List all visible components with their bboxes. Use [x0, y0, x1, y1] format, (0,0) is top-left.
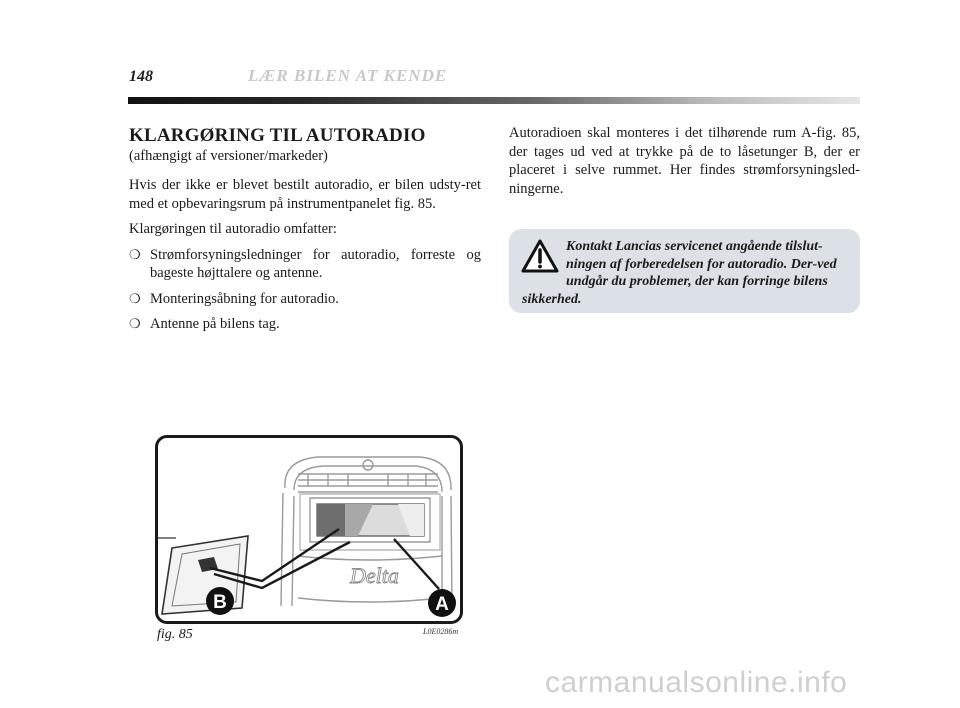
header-rule [128, 97, 860, 104]
delta-script-logo: Delta [350, 563, 399, 588]
watermark: carmanualsonline.info [545, 666, 848, 699]
figure-caption: fig. 85 [157, 627, 193, 642]
label-a: A [435, 594, 449, 615]
right-column [509, 124, 860, 205]
right-paragraph: Autoradioen skal monteres i det tilhørende rum A-fig. 85, der tages ud ved at trykke på de to låsetunger B, der er placeret i selve rummet. Her findes strømforsyningsled-ningerne. [509, 125, 860, 197]
feature-list [129, 246, 481, 334]
list-item: ❍ Strømforsyningsledninger for autoradio, forreste og bageste højttalere og antenne. [129, 246, 481, 281]
figure-code: L0E0286m [423, 627, 459, 636]
list-item: ❍ Monteringsåbning for autoradio. [129, 290, 339, 307]
figure-85 [155, 435, 463, 624]
bullet-circle-icon: ❍ [129, 246, 141, 262]
label-b: B [213, 592, 227, 613]
intro-paragraph: Hvis der ikke er blevet bestilt autoradio, er bilen udsty-ret med et opbevaringsrum på instrumentpanelet fig. 85. [129, 177, 481, 212]
bullet-circle-icon: ❍ [129, 290, 141, 306]
bullet-circle-icon: ❍ [129, 316, 141, 331]
left-column [129, 125, 481, 341]
section-subtitle: (afhængigt af versioner/markeder) [129, 148, 328, 164]
list-intro: Klargøringen til autoradio omfatter: [129, 221, 337, 237]
section-title: KLARGØRING TIL AUTORADIO [129, 125, 426, 146]
page-number: 148 [129, 68, 153, 85]
running-title: LÆR BILEN AT KENDE [248, 66, 448, 85]
warning-text: Kontakt Lancias servicenet angående tilslut-ningen af forberedelsen for autoradio. Der-ved undgår du problemer, der kan forringe bilens sikkerhed. [522, 239, 837, 307]
list-item: ❍ Antenne på bilens tag. [129, 316, 280, 332]
radio-compartment-illustration [158, 438, 460, 621]
warning-box [509, 229, 860, 313]
